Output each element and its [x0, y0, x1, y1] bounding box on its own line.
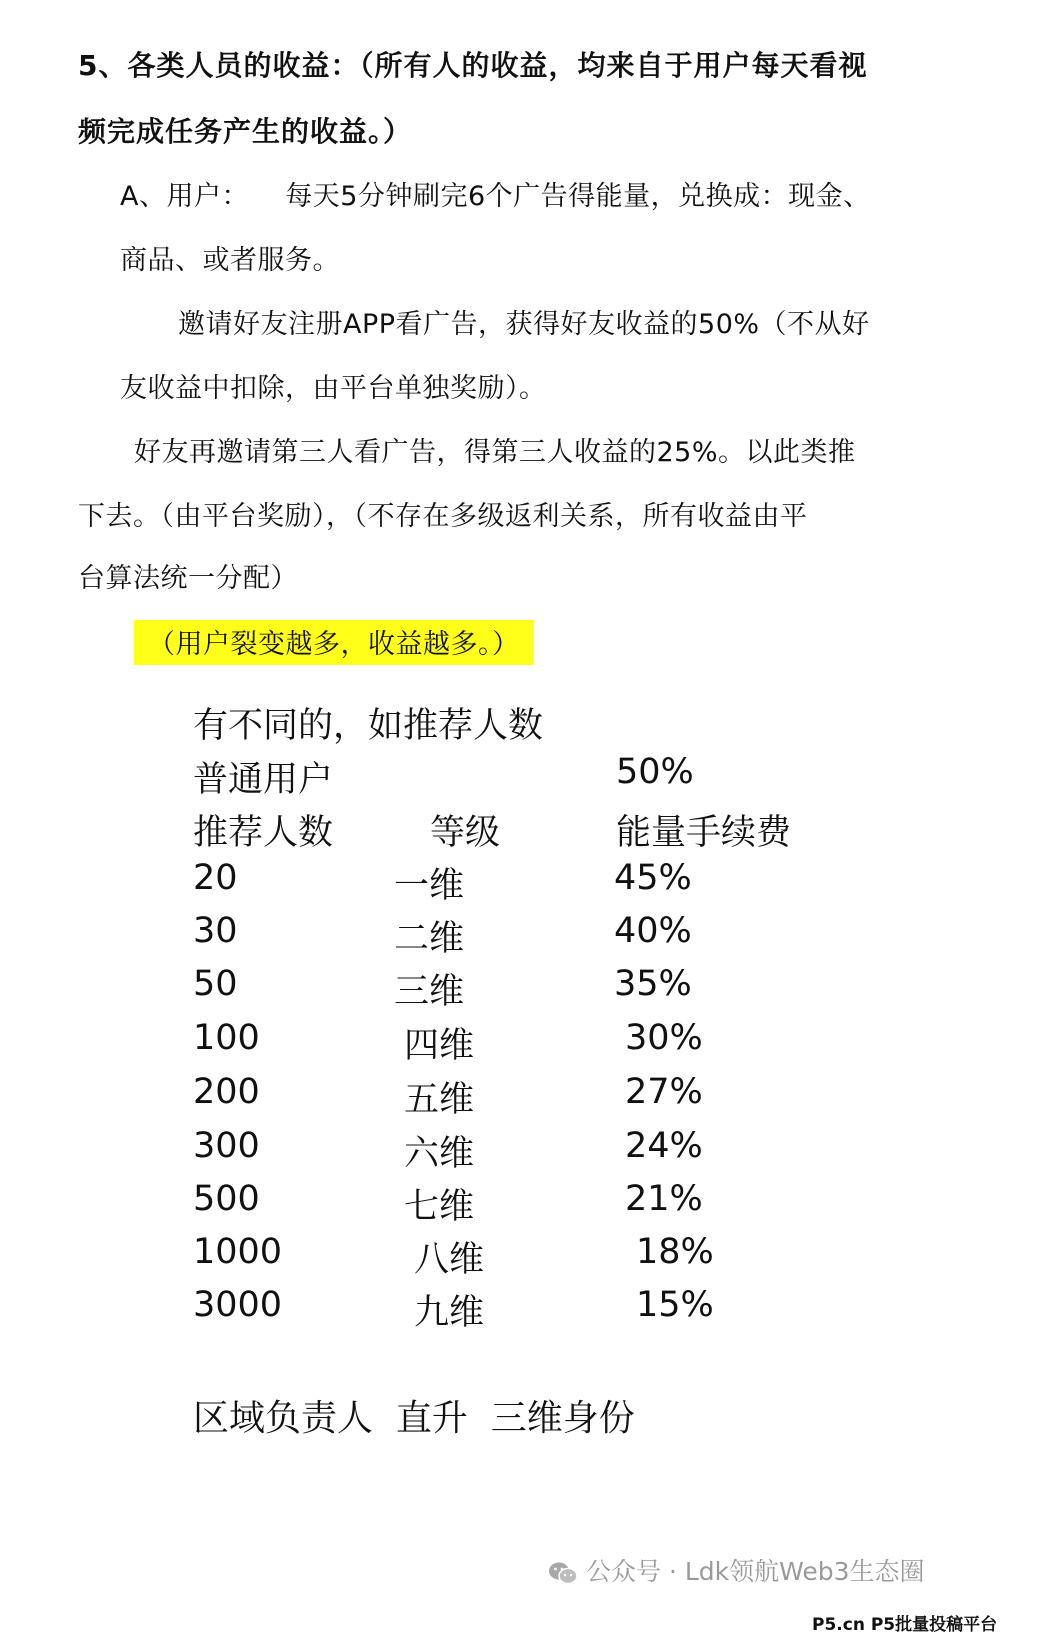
row-5-referrals: 200	[193, 1072, 260, 1112]
user-earnings-line-1: A、用户： 每天5分钟刷完6个广告得能量，兑换成：现金、	[120, 181, 871, 212]
row-3-level: 三维	[394, 972, 465, 1012]
row-7-fee: 21%	[625, 1179, 703, 1219]
wechat-icon	[548, 1561, 578, 1585]
row-3-referrals: 50	[193, 964, 238, 1004]
row-6-fee: 24%	[625, 1126, 703, 1166]
region-manager-note: 区域负责人 直升 三维身份	[193, 1398, 635, 1439]
row-5-fee: 27%	[625, 1072, 703, 1112]
row-7-referrals: 500	[193, 1179, 260, 1219]
user-earnings-line-2: 商品、或者服务。	[120, 245, 340, 276]
row-9-fee: 15%	[636, 1285, 714, 1325]
third-party-line-3: 台算法统一分配）	[78, 563, 298, 594]
row-3-fee: 35%	[614, 964, 692, 1004]
normal-user-label: 普通用户	[193, 760, 334, 800]
section-heading-line-1: 5、各类人员的收益：（所有人的收益，均来自于用户每天看视	[78, 49, 868, 82]
corner-source-label: P5.cn P5批量投稿平台	[812, 1615, 998, 1635]
third-party-line-1: 好友再邀请第三人看广告，得第三人收益的25%。以此类推	[134, 437, 856, 468]
row-2-level: 二维	[394, 919, 465, 959]
row-2-referrals: 30	[193, 911, 238, 951]
header-fee: 能量手续费	[616, 813, 792, 853]
normal-user-fee: 50%	[616, 752, 694, 792]
row-4-fee: 30%	[625, 1018, 703, 1058]
row-7-level: 七维	[404, 1187, 475, 1227]
row-9-level: 九维	[414, 1293, 485, 1333]
header-referrals: 推荐人数	[193, 813, 334, 853]
third-party-line-2: 下去。（由平台奖励），（不存在多级返利关系，所有收益由平	[78, 501, 808, 532]
watermark	[548, 1552, 925, 1588]
row-4-referrals: 100	[193, 1018, 260, 1058]
row-2-fee: 40%	[614, 911, 692, 951]
row-6-referrals: 300	[193, 1126, 260, 1166]
row-4-level: 四维	[404, 1026, 475, 1066]
row-1-referrals: 20	[193, 858, 238, 898]
row-5-level: 五维	[404, 1080, 475, 1120]
row-6-level: 六维	[404, 1134, 475, 1174]
row-1-level: 一维	[394, 866, 465, 906]
section-heading-line-2: 频完成任务产生的收益。）	[78, 115, 413, 148]
table-intro: 有不同的，如推荐人数	[193, 706, 544, 746]
invite-line-2: 友收益中扣除，由平台单独奖励）。	[120, 373, 547, 404]
watermark-text: 公众号 · Ldk领航Web3生态圈	[586, 1557, 925, 1586]
row-8-level: 八维	[414, 1240, 485, 1280]
row-1-fee: 45%	[614, 858, 692, 898]
row-9-referrals: 3000	[193, 1285, 283, 1325]
highlighted-note: （用户裂变越多，收益越多。）	[134, 620, 534, 665]
row-8-fee: 18%	[636, 1232, 714, 1272]
row-8-referrals: 1000	[193, 1232, 283, 1272]
header-level: 等级	[430, 813, 501, 853]
invite-line-1: 邀请好友注册APP看广告，获得好友收益的50%（不从好	[178, 309, 870, 340]
